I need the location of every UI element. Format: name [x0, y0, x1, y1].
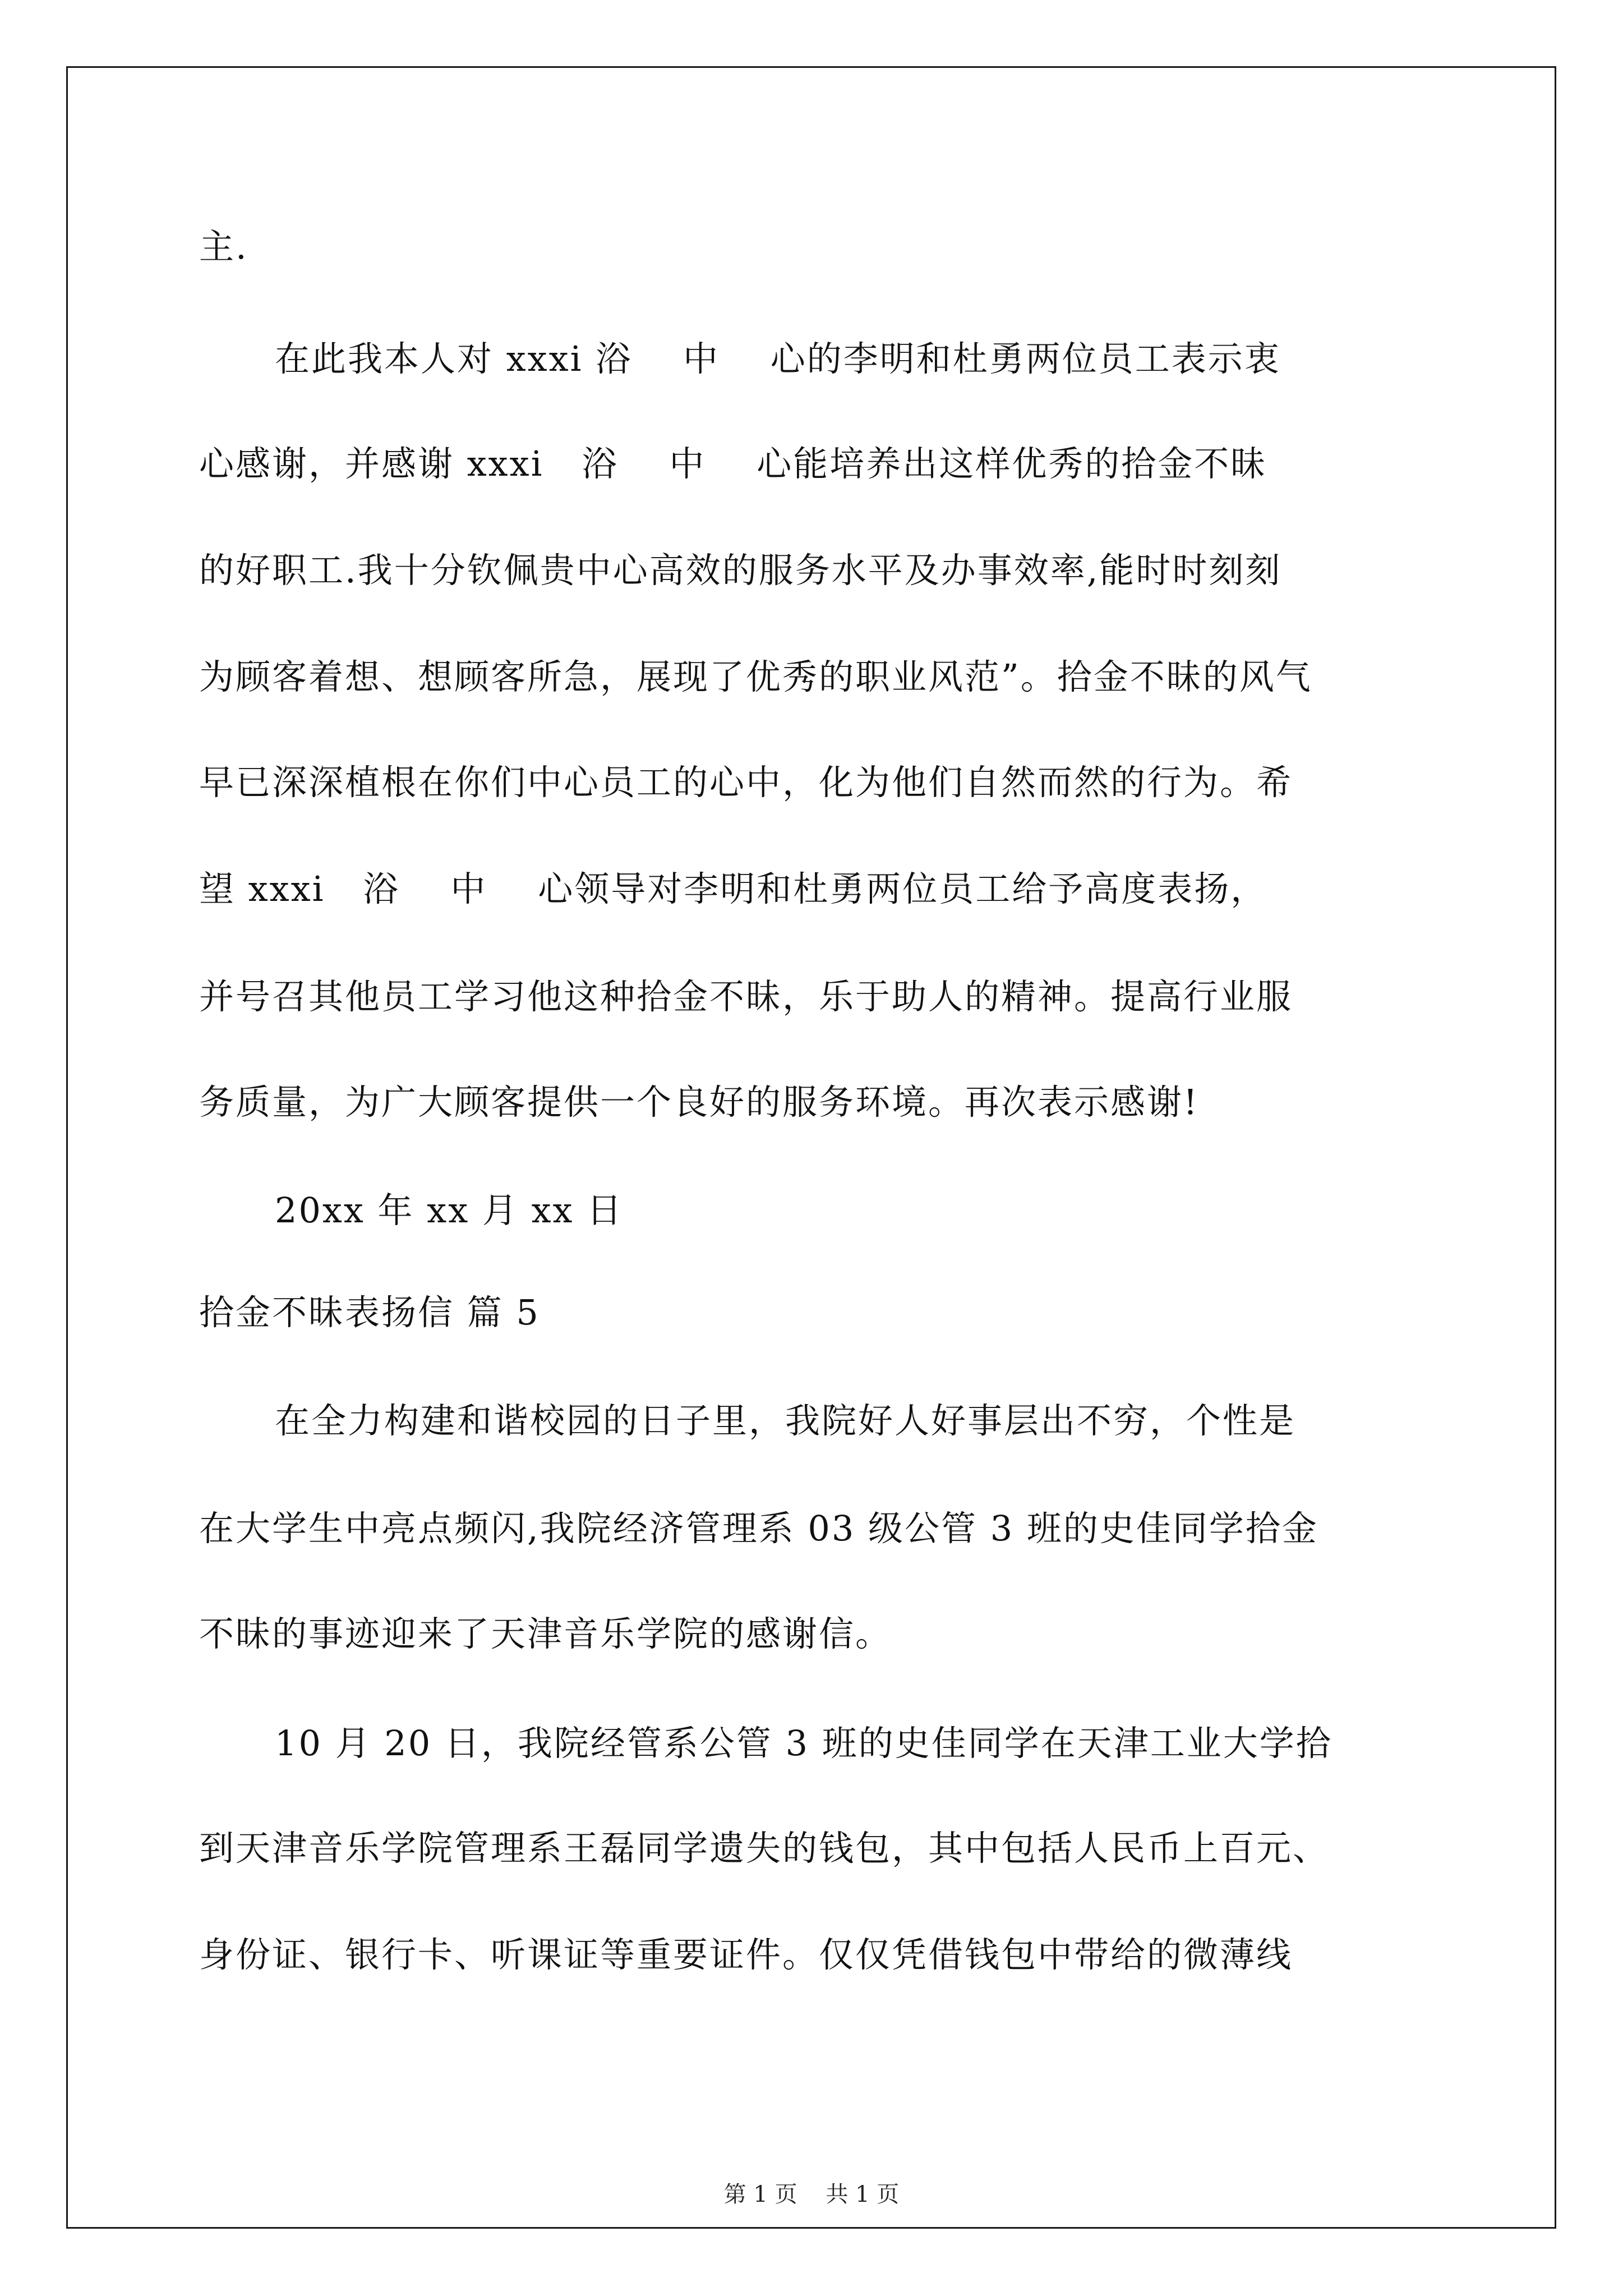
text-line: 主. [199, 226, 248, 267]
text-line: 并号召其他员工学习他这种拾金不昧，乐于助人的精神。提高行业服 [199, 976, 1293, 1017]
date-line: 20xx 年 xx 月 xx 日 [275, 1190, 624, 1231]
text-line: 的好职工.我十分钦佩贵中心高效的服务水平及办事效率,能时时刻刻 [199, 550, 1282, 591]
paragraph-line: 10 月 20 日，我院经管系公管 3 班的史佳同学在天津工业大学拾 [275, 1723, 1332, 1764]
page-footer: 第 1 页 共 1 页 [723, 2182, 900, 2207]
text-line: 身份证、银行卡、听课证等重要证件。仅仅凭借钱包中带给的微薄线 [199, 1934, 1293, 1975]
text-line: 在大学生中亮点频闪,我院经济管理系 03 级公管 3 班的史佳同学拾金 [199, 1508, 1318, 1549]
text-line: 务质量，为广大顾客提供一个良好的服务环境。再次表示感谢! [199, 1082, 1199, 1122]
paragraph-line: 在此我本人对 xxxi 浴 中 心的李明和杜勇两位员工表示衷 [275, 338, 1281, 379]
paragraph-line: 在全力构建和谐校园的日子里，我院好人好事层出不穷，个性是 [275, 1400, 1296, 1441]
text-line: 望 xxxi 浴 中 心领导对李明和杜勇两位员工给予高度表扬， [199, 868, 1267, 909]
text-line: 到天津音乐学院管理系王磊同学遗失的钱包，其中包括人民币上百元、 [199, 1828, 1330, 1869]
text-line: 为顾客着想、想顾客所急，展现了优秀的职业风范”。拾金不昧的风气 [199, 656, 1312, 697]
text-line: 早已深深植根在你们中心员工的心中，化为他们自然而然的行为。希 [199, 762, 1293, 803]
text-line: 心感谢，并感谢 xxxi 浴 中 心能培养出这样优秀的拾金不昧 [199, 443, 1267, 484]
section-heading: 拾金不昧表扬信 篇 5 [199, 1292, 540, 1333]
page-border [66, 66, 1556, 2229]
text-line: 不昧的事迹迎来了天津音乐学院的感谢信。 [199, 1613, 892, 1654]
